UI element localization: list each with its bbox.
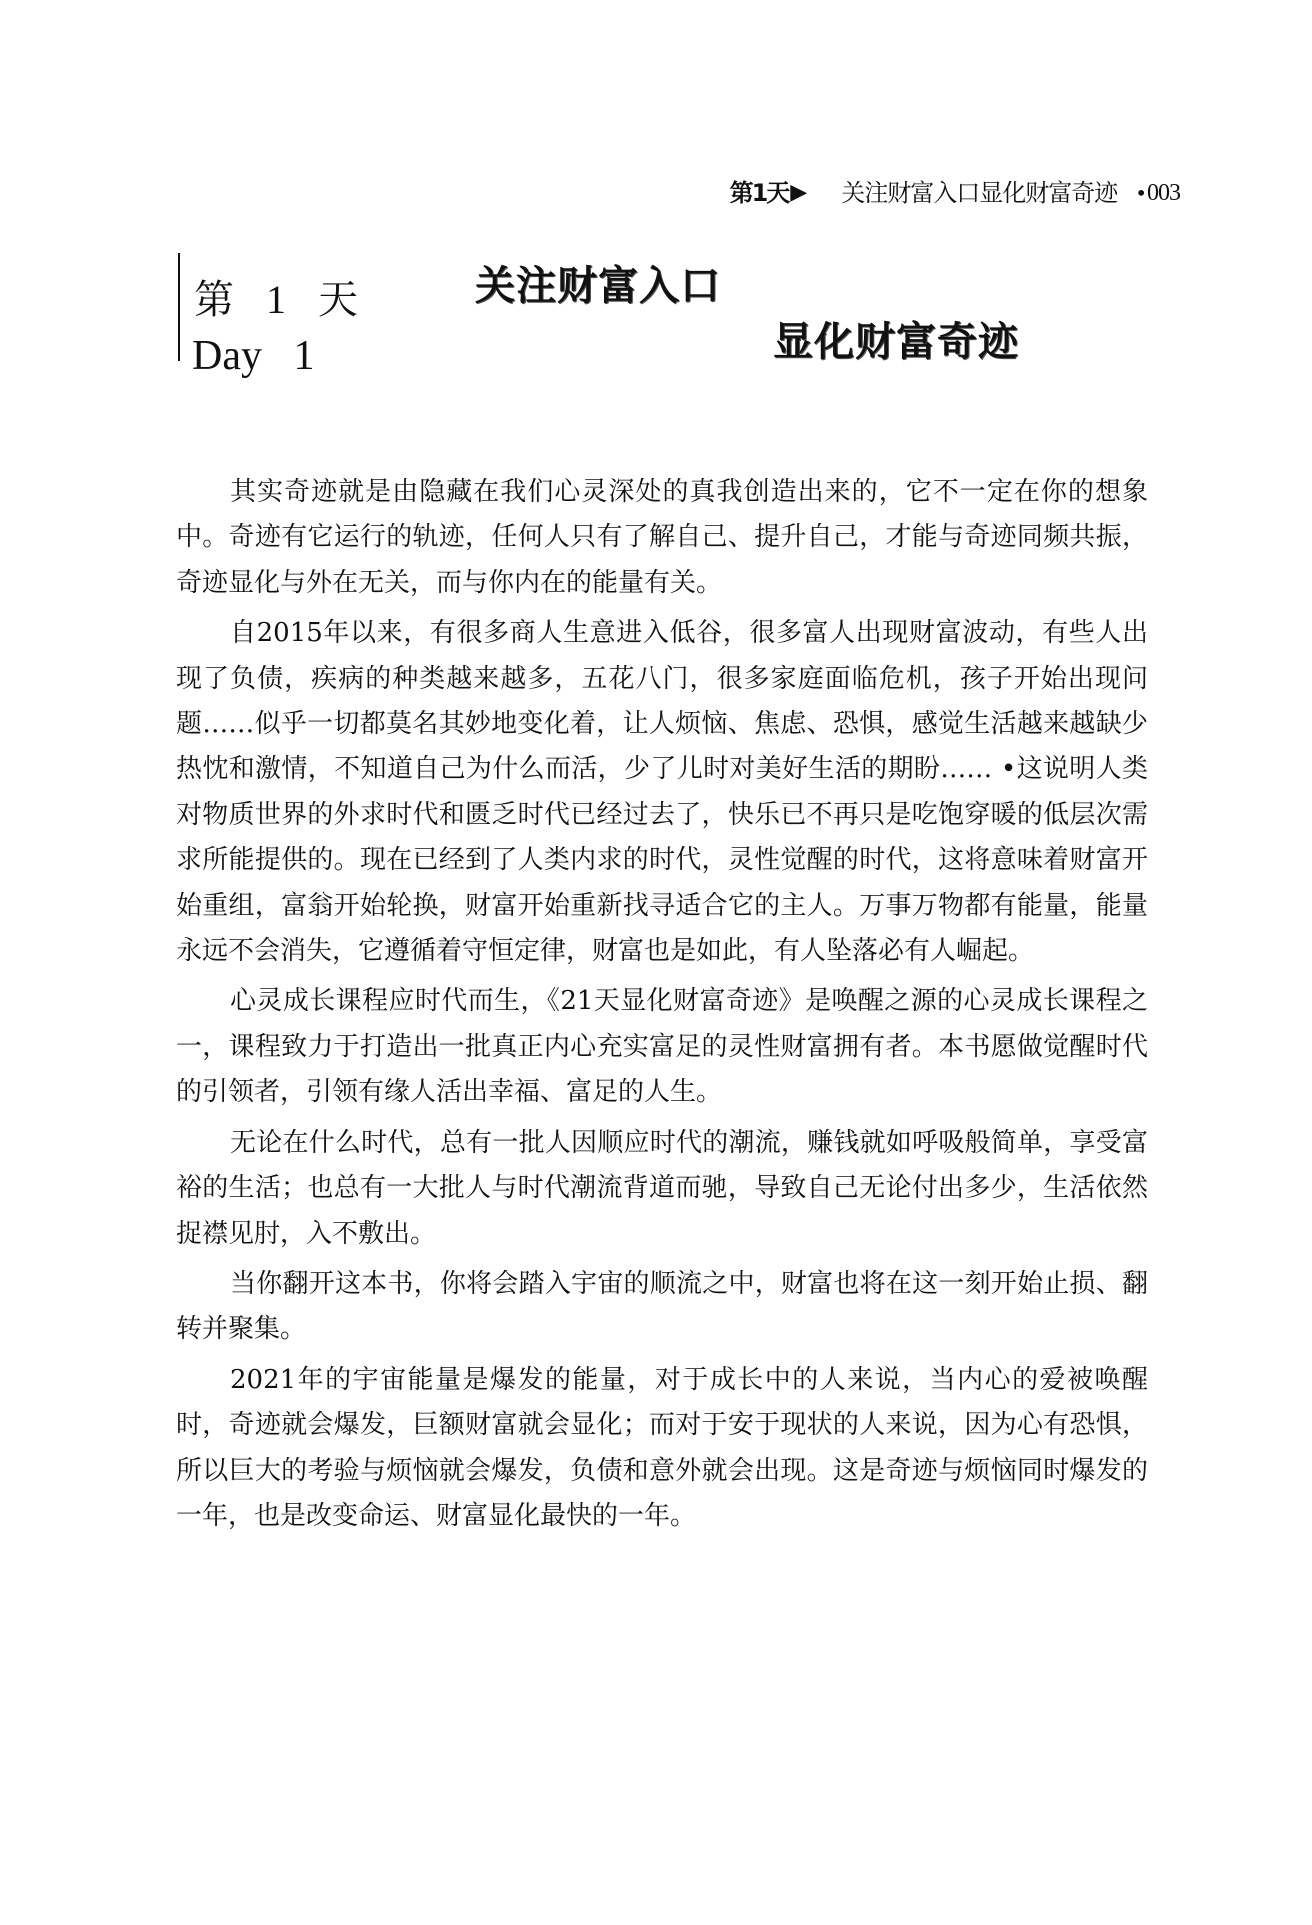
chapter-number-english: Day 1 <box>192 333 315 379</box>
running-header-chapter-title: 关注财富入口显化财富奇迹 <box>841 179 1118 207</box>
chapter-divider-bar <box>178 253 180 361</box>
body-text <box>176 470 1148 1544</box>
page-number: 003 <box>1147 180 1180 206</box>
play-arrow-icon: ▶ <box>790 180 808 205</box>
bullet-separator-icon: • <box>1135 181 1147 205</box>
paragraph: 心灵成长课程应时代而生，《21天显化财富奇迹》是唤醒之源的心灵成长课程之一，课程致力于打造出一批真正内心充实富足的灵性财富拥有者。本书愿做觉醒时代的引领者，引领有缘人活出幸福、富足的人生。 <box>176 986 1148 1108</box>
paragraph: 自2015年以来，有很多商人生意进入低谷，很多富人出现财富波动，有些人出现了负债，疾病的种类越来越多，五花八门，很多家庭面临危机，孩子开始出现问题……似乎一切都莫名其妙地变化着，让人烦恼、焦虑、恐惧，感觉生活越来越缺少热忱和激情，不知道自己为什么而活，少了儿时对美好生活的期盼…… •这说明人类对物质世界的外求时代和匮乏时代已经过去了，快乐已不再只是吃饱穿暖的低层次需求所能提供的。现在已经到了人类内求的时代，灵性觉醒的时代，这将意味着财富开始重组，富翁开始轮换，财富开始重新找寻适合它的主人。万事万物都有能量，能量永远不会消失，它遵循着守恒定律，财富也是如此，有人坠落必有人崛起。 <box>176 618 1148 967</box>
paragraph: 无论在什么时代，总有一批人因顺应时代的潮流，赚钱就如呼吸般简单，享受富裕的生活；也总有一大批人与时代潮流背道而驰，导致自己无论付出多少，生活依然捉襟见肘，入不敷出。 <box>176 1127 1148 1249</box>
paragraph: 其实奇迹就是由隐藏在我们心灵深处的真我创造出来的，它不一定在你的想象中。奇迹有它运行的轨迹，任何人只有了解自己、提升自己，才能与奇迹同频共振，奇迹显化与外在无关，而与你内在的能量有关。 <box>176 477 1148 598</box>
chapter-heading <box>178 253 1078 383</box>
chapter-number-chinese: 第 1 天 <box>194 277 364 322</box>
running-header-day-label: 第1天 <box>729 179 789 207</box>
running-header <box>730 176 1180 210</box>
chapter-title-line-1: 关注财富入口 <box>475 263 721 309</box>
chapter-title-line-2: 显化财富奇迹 <box>773 319 1019 365</box>
paragraph: 当你翻开这本书，你将会踏入宇宙的顺流之中，财富也将在这一刻开始止损、翻转并聚集。 <box>176 1268 1148 1345</box>
paragraph: 2021年的宇宙能量是爆发的能量，对于成长中的人来说，当内心的爱被唤醒时，奇迹就会爆发，巨额财富就会显化；而对于安于现状的人来说，因为心有恐惧，所以巨大的考验与烦恼就会爆发，负债和意外就会出现。这是奇迹与烦恼同时爆发的一年，也是改变命运、财富显化最快的一年。 <box>176 1364 1148 1531</box>
